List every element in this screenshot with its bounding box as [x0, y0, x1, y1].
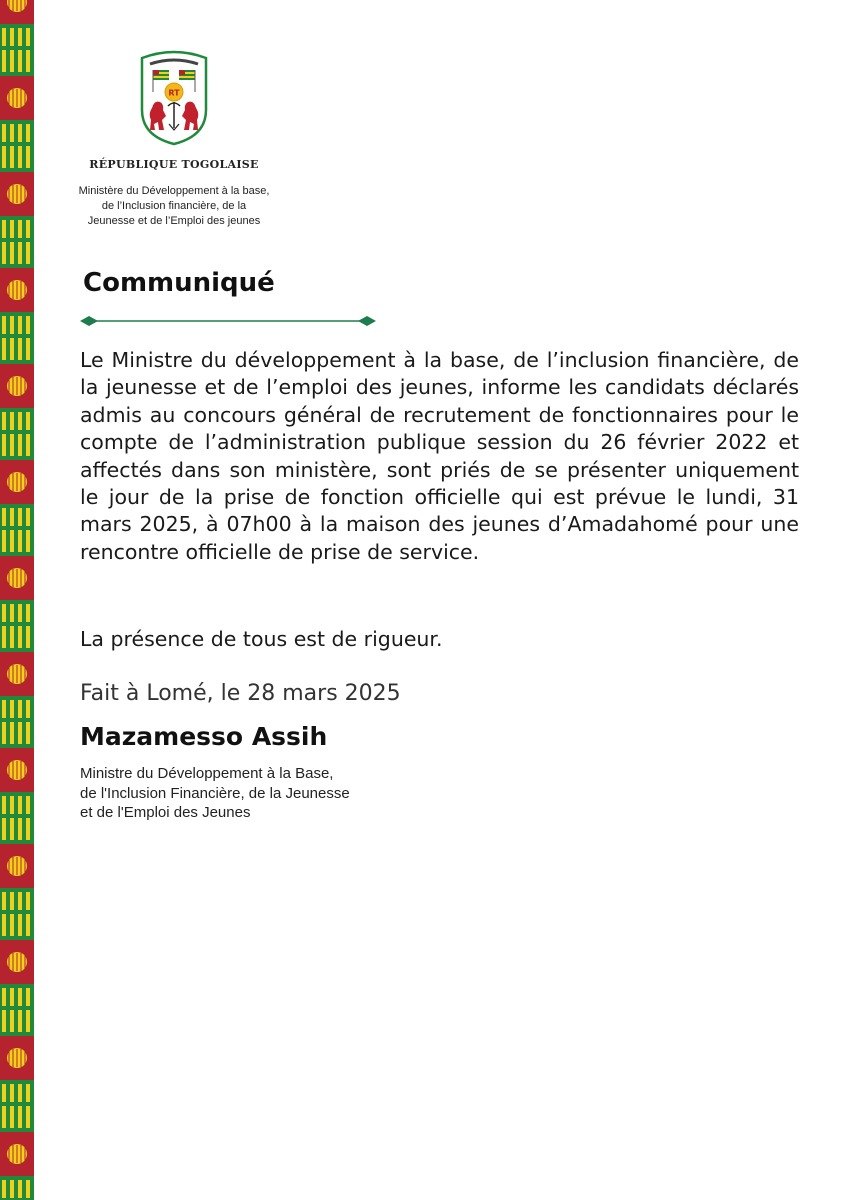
communique-body: Le Ministre du développement à la base, de l’inclusion financière, de la jeunesse et de l’emploi des jeunes, informe les candidats déclarés admis au concours général de recrutement de fonctionnaires pour le compte de l’administration publique session du 26 février 2022 et affectés dans son ministère, sont priés de se présenter uniquement le jour de la prise de fonction officielle qui est prévue le lundi, 31 mars 2025, à 07h00 à la maison des jeunes d’Amadahomé pour une rencontre officielle de prise de service.: [80, 348, 799, 564]
kente-border: [0, 0, 34, 1200]
border-stripe: [2, 1180, 6, 1200]
border-crossband: [0, 814, 34, 818]
place-and-date: Fait à Lomé, le 28 mars 2025: [80, 681, 401, 706]
ministry-line: de l’Inclusion financière, de la: [101, 200, 247, 212]
signatory-title-line: Ministre du Développement à la Base,: [80, 765, 334, 782]
republic-name: RÉPUBLIQUE TOGOLAISE: [89, 158, 259, 171]
border-crossband: [0, 142, 34, 146]
signatory-title-line: et de l'Emploi des Jeunes: [80, 804, 251, 821]
signatory-title-line: de l'Inclusion Financière, de la Jeunesse: [80, 784, 350, 802]
title-divider: [80, 314, 376, 328]
border-stripe: [10, 1180, 14, 1200]
document-title: Communiqué: [83, 268, 275, 298]
ministry-line: Ministère du Développement à la base,: [78, 185, 270, 197]
border-crossband: [0, 910, 34, 914]
ministry-name: [40, 184, 308, 229]
border-stripe: [26, 1180, 30, 1200]
border-crossband: [0, 526, 34, 530]
border-stripe: [18, 1180, 22, 1200]
border-crossband: [0, 46, 34, 50]
border-crossband: [0, 430, 34, 434]
kente-border-pattern: [0, 0, 34, 1200]
border-crossband: [0, 622, 34, 626]
emblem-initials: RT: [168, 88, 180, 98]
closing-statement: La présence de tous est de rigueur.: [80, 627, 443, 651]
border-crossband: [0, 718, 34, 722]
border-crossband: [0, 1006, 34, 1010]
signatory-title: [80, 764, 350, 823]
signatory-name: Mazamesso Assih: [80, 722, 328, 751]
border-crossband: [0, 238, 34, 242]
border-crossband: [0, 1102, 34, 1106]
ministry-line: Jeunesse et de l’Emploi des jeunes: [87, 215, 261, 227]
border-crossband: [0, 334, 34, 338]
coat-of-arms-emblem: [136, 50, 212, 146]
